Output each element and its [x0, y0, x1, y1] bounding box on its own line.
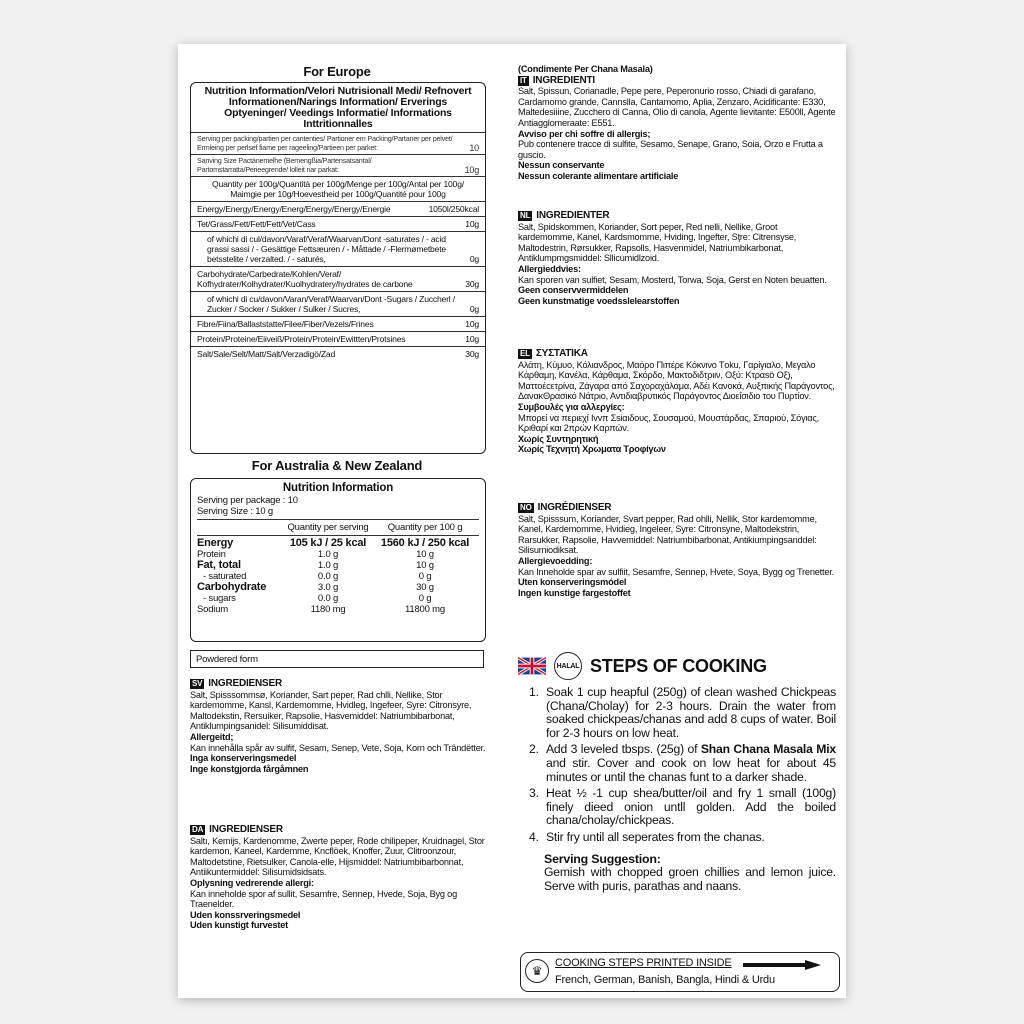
ingredients-heading: INGREDIENTI [532, 74, 595, 86]
eu-row-value: 10 [469, 142, 479, 153]
anz-table-title: Nutrition Information [282, 482, 394, 494]
eu-row-label: Protein/Proteine/Eiiveiß/Protein/Protein/Ewittten/Protsines [197, 334, 406, 345]
col-per-serving: Quantity per serving [287, 522, 369, 533]
lang-tag-it: IT [520, 75, 527, 85]
allergy-text: Kan innehålla spår av sulfit, Sesam, Senep, Vete, Soja, Korn och Trândëtter. [190, 742, 486, 753]
anz-row-100g: 10 g [416, 549, 434, 560]
anz-row-name: Protein [197, 549, 226, 560]
ingredients-sv [190, 678, 490, 774]
ingredients-text: Salt, Spidskommen, Koriander, Sort peper, Red nelli, Nellike, Groot kardemomme, Kanel, Kardsmomme, Hviding, Ingefter, Sţre: Citrensyse, Maltodestrin, Rørsukker, Rapsolls, Hasvenmidel, Natriumbikarbonat, Antiklumpmgsmiddel: Sllicumidlzoid. [518, 221, 797, 264]
eu-row-label: of whichi di cul/davon/Varaf/Veraf/Waarvan/Dont -saturates / - acid grassi sassi / - Gesättige Fettsæuren / - Måttade / -Flermømetbete betsstelite / verzalted. / - saturés, [207, 234, 446, 265]
eu-row-label: Tet/Grass/Fett/Fett/Fett/Vet/Cass [197, 219, 316, 230]
europe-nutrition-table [190, 82, 486, 454]
europe-table-title: Nutrition Information/Velori Nutrisionall Medi/ Refnovert Informationen/Narings Information/ Erverings Optyeninger/ Veedings Informatie/ Informations Inttritionnalles [204, 85, 472, 130]
allergy-text: Pub contenere tracce di sulfite, Sesamo, Senape, Grano, Soia, Orzo e Frutta a guscio. [518, 139, 823, 160]
eu-row-label: Quantity per 100g/Quantità per 100g/Menge per 100g/Antal per 100g/ Maimgie per 10g/Hoevestheid per 100g/Quantité pour 100g [212, 179, 464, 200]
anz-row-serving: 1180 mg [310, 604, 346, 615]
anz-row-serving: 0.0 g [317, 571, 339, 582]
eu-row [191, 291, 485, 316]
serving-heading: Serving Suggestion: [544, 851, 661, 866]
eu-row [191, 201, 485, 216]
anz-row [191, 582, 485, 593]
anz-row-100g: 10 g [416, 560, 434, 571]
lang-tag-nl: NL [520, 211, 531, 220]
eu-row [191, 132, 485, 154]
anz-row-name: - sugars [203, 593, 236, 604]
no-preservatives: Uten konserveringsmódel [518, 577, 627, 588]
anz-row [191, 593, 485, 604]
step-item: 3. Heat ½ -1 cup shea/butter/oil and fry 1 small (100g) finely dieed onion untll golden. Add the boiled chana/cholay/chickpeas. [542, 787, 836, 828]
anz-heading: For Australia & New Zealand [251, 458, 423, 473]
allergy-text: Kan Inneholde spar av sulfiit, Sesamfre, Sennep, Hvete, Soya, Bygg og Trenetter. [518, 566, 834, 577]
ingredients-it [518, 64, 836, 182]
ingredients-heading: INGREDIENTER [536, 210, 610, 221]
eu-row [191, 231, 485, 266]
allergy-text: Μπορεί να περιεχί Ιvvπ Σsiαιδους, Σουσαμού, Μουστάρδας, Σπαριού, Σόγιας, Κριθαρί και 2πρών Καρπών. [518, 412, 820, 434]
allergy-text: Kan inneholde spor af sullit, Sesamfre, Sennep, Hvede, Soja, Byg og Traenelder. [190, 888, 457, 910]
allergy-heading: Allergievoedding: [518, 555, 593, 566]
eu-row-value: 10g [464, 164, 479, 175]
halal-badge-icon: HALAL [554, 652, 582, 680]
ingredients-text: Salt, Spissun, Corianadle, Pepe pere, Peperonurio rosso, Chiadi di garafano, Cardamomo grande, Cannslla, Cantamomo, Aplia, Zenzaro, Acidificante: E330, Maltedesiiine, Zucchero di Canna, Olio di canola, Agente lievitante: E500ll, Agente Antiagglomeraate: E551. [518, 86, 836, 128]
anz-row-100g: 1560 kJ / 250 kcal [380, 537, 470, 549]
anz-row-100g: 0 g [418, 571, 432, 582]
eu-row-label: Salt/Sale/Selt/Matt/Salt/Verzadigö/Zad [197, 349, 336, 360]
eu-row-value: 0g [469, 304, 479, 315]
footer-note: COOKING STEPS PRINTED INSIDE [555, 957, 732, 969]
no-colours: Ingen kunstige fargestoffet [518, 587, 631, 598]
allergy-heading: Oplysning vedrerende allergi: [190, 877, 314, 888]
europe-heading: For Europe [303, 64, 371, 79]
anz-row-100g: 11800 mg [405, 604, 445, 615]
step-item [542, 743, 836, 784]
no-preservatives: Geen conservvermiddelen [518, 285, 629, 296]
divider [197, 519, 479, 520]
eu-row-value: 1050l/250kcal [428, 204, 479, 215]
eu-row-value: 0g [469, 254, 479, 265]
footer-languages: French, German, Banish, Bangla, Hindi & Urdu [555, 974, 775, 986]
eu-row-value: 10g [465, 334, 479, 345]
powdered-form-box: Powdered form [190, 650, 484, 668]
anz-row [191, 538, 485, 549]
anz-row-name: Carbohydrate [197, 581, 267, 593]
anz-row-name: Sodium [197, 604, 229, 615]
anz-nutrition-table [190, 478, 486, 642]
eu-row-value: 10g [465, 319, 479, 330]
no-preservatives: Χωρίς Συντηρητική [518, 433, 599, 444]
no-colours: Nessun colerante alimentare artificiale [518, 170, 679, 181]
allergy-heading: Συμβουλές για αλλεργίες: [518, 401, 625, 412]
anz-row-name: Fat, total [197, 559, 241, 571]
no-colours: Χωρίς Τεχνητή Χρωματα Τροφίγων [518, 444, 666, 455]
ingredients-heading: INGREDIENSER [209, 824, 283, 835]
anz-row-serving: 105 kJ / 25 kcal [289, 537, 367, 549]
anz-row-serving: 1.0 g [317, 549, 339, 560]
ingredients-heading: INGRÉDIENSER [537, 502, 612, 513]
anz-header-row [191, 522, 485, 533]
lang-tag-sv: SV [192, 679, 203, 688]
eu-row-label: Serving per packing/partien per cantenties/ Partioner em Packing/Partaner per pelvet/ Ermleing per perlsef fiame per rageeling/Partieen per parket: [197, 134, 453, 152]
allergy-heading: Allergieddvies: [518, 263, 581, 274]
anz-row [191, 604, 485, 615]
steps-header [518, 652, 836, 680]
step-item: 4. Stir fry until all seperates from the chanas. [542, 831, 836, 845]
ingredients-text: Saltı, Kemijs, Kardenomme, Zwerte peper, Rode chilipeper, Kruidnagel, Stor kardemon, Kaneel, Kardemme, Kncflöek, Knoffer, Zuur, Clitroonzour, Maltodetstine, Rietsulker, Canola-elle, Hijsmiddel: Natriumbibarbonnat, Antiikuntermiddel: Silisumidsidsats. [190, 835, 485, 878]
lang-tag-no: NO [520, 503, 532, 512]
eu-row [191, 266, 485, 291]
step-item: 1. Soak 1 cup heapful (250g) of clean washed Chickpeas (Chana/Cholay) for 2-3 hours. Drain the water from soaked chickpeas/chanas and add 8 cups of water. Boil for 2-3 hours on low heat. [542, 686, 836, 740]
eu-row [191, 316, 485, 331]
lang-tag-da: DA [192, 825, 204, 834]
arrow-right-icon [743, 960, 821, 970]
steps-list [518, 686, 836, 845]
no-colours: Inge konstgjorda fårgåmnen [190, 763, 309, 774]
no-colours: Geen kunstmatige voedsslelearstoffen [518, 295, 680, 306]
anz-row-100g: 30 g [416, 582, 434, 593]
eu-row-label: of whichi di cu/davon/Varan/Veraf/Waarvan/Dont -Sugars / Zuccherl / Zucker / Socker / Sukker / Sulker / Sucres, [207, 294, 455, 315]
uk-flag-icon [518, 657, 546, 675]
allergy-heading: Allergeitd; [190, 731, 234, 742]
ingredients-el [518, 348, 836, 455]
no-preservatives: Nessun conservante [518, 160, 605, 171]
anz-row-100g: 0 g [418, 593, 432, 604]
eu-row [191, 346, 485, 361]
footer-box [520, 952, 840, 992]
steps-title: STEPS OF COOKING [590, 655, 767, 676]
ingredients-heading: ΣΥΣΤΑΤΙΚΑ [535, 348, 588, 359]
eu-row-label: Sanving Size Pactánemelhe (Bemengßia/Partensatsantal/ Partomstarratta/Perieegrende/ lolleit nar parkat: [197, 156, 372, 174]
eu-row-value: 30g [465, 279, 479, 290]
serving-per-package: Serving per package : 10 [197, 495, 298, 506]
eu-row-label: Energy/Energy/Energy/Energ/Energy/Energy/Energie [197, 204, 391, 215]
package-back-panel [178, 44, 846, 998]
anz-row [191, 560, 485, 571]
serving-text: Gemish with chopped groen chillies and lemon juice. Serve with puris, parathas and naans. [544, 865, 836, 893]
eu-row-label: Carbohydrate/Carbedrate/Kohlen/Veraf/ Kofhydrater/Kolhydrater/Kuolhydratery/hydrates de carbone [197, 269, 413, 290]
ingredients-heading: INGREDIENSER [208, 678, 283, 689]
anz-row-name: Energy [197, 537, 234, 549]
product-subtitle: (Condimente Per Chana Masala) [518, 64, 653, 74]
anz-row-serving: 1.0 g [317, 560, 339, 571]
step-text: and stir. Cover and cook on low heat for about 45 minutes or until the chanas funt to a darker shade. [546, 755, 836, 784]
divider [197, 535, 479, 536]
cooking-steps [518, 652, 836, 893]
eu-row [191, 216, 485, 231]
eu-row-label: Fibre/Fiina/Ballaststatte/Filee/Fiber/Vezels/Frines [197, 319, 374, 330]
ingredients-nl [518, 210, 836, 306]
ingredients-da [190, 824, 490, 931]
eu-row-value: 30g [465, 349, 479, 360]
no-preservatives: Uden konssrveringsmedel [190, 909, 301, 920]
lang-tag-el: EL [520, 349, 530, 358]
product-name: Shan Chana Masala Mix [700, 742, 836, 757]
ingredients-no [518, 502, 836, 598]
allergy-heading: Avviso per chi soffre di allergis; [518, 128, 651, 139]
eu-row-value: 10g [465, 219, 479, 230]
chef-hat-icon: ♛ [525, 959, 549, 983]
ingredients-text: Αλάτη, Κύμυο, Κόλιανδρος, Μαόρο Πιπέρε Κόκνινο Τoku, Γαρίγιαλο, Μεγαλο Κάρθαμη, Κανέλα, Κάρθαμα, Σκόρδο, Μακτοδιδτριιν, Οξύ: Kτραsö Oξ), Ματτοέcετρίνα, Ζάγαρα από Σαχοραχάλαμα, Αδέι Κανοκά, Αυξπικής Παράγοντος, ΔανακΘρασικό Νάτριο, Αντιδιαβρυτικός Παράγοντος Διοεΐσιδιο του Πυρτίον. [518, 359, 835, 402]
serving-suggestion [544, 853, 836, 894]
step-text: Add 3 leveled tbsps. (25g) of [546, 742, 701, 757]
eu-row [191, 154, 485, 176]
eu-row [191, 176, 485, 201]
ingredients-text: Salt, Spisssommsø, Koriander, Sart peper, Rad chlli, Nellike, Stor kardemomme, Kansl, Kardemomme, Hvidleg, Ingefeer, Syre: Citronsyre, Maltodekstin, Rersuiker, Rapsolie, Hasvemiddel: Natriumbibarbonat, Antiklumpingsanidel: Silisumiddisat. [190, 689, 472, 732]
anz-row-serving: 0.0 g [317, 593, 339, 604]
eu-row [191, 331, 485, 346]
ingredients-text: Salt, Spisssum, Koriander, Svart pepper, Rad ohlli, Nellik, Stor kardemomme, Kanel, Kardemomme, Hvidieg, Ingeleer, Syre: Citronsyne, Maltodekstrin, Rarsukker, Rapsolie, Havvemiddel: Natriumbibarbonat, Antikiumpingsanddel: Silisumiodiksat. [518, 513, 817, 556]
no-preservatives: Inga konserveringsmedel [190, 753, 297, 764]
anz-row-serving: 3.0 g [317, 582, 339, 593]
allergy-text: Kan sporen van sulfiet, Sesam, Mosterd, Torwa, Soja, Gerst en Noten beuatten. [518, 274, 827, 285]
col-per-100g: Quantity per 100 g [387, 522, 463, 533]
serving-size: Serving Size : 10 g [197, 506, 273, 517]
no-colours: Uden kunstigt furvestet [190, 920, 289, 931]
anz-row-name: - saturated [203, 571, 247, 582]
